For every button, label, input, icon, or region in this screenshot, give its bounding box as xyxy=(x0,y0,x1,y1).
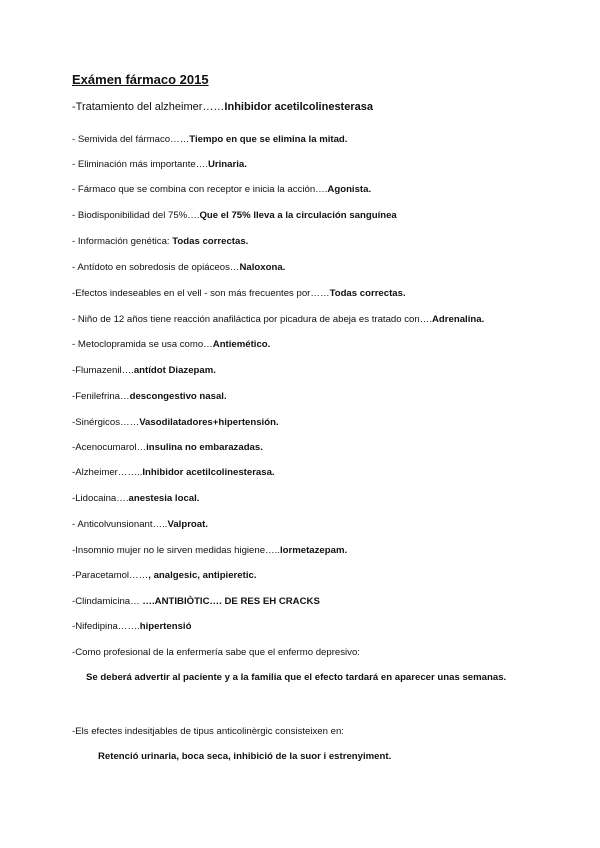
question-item xyxy=(72,519,208,530)
question-text: - Anticolvunsionant….. xyxy=(72,519,168,530)
question-item xyxy=(72,545,347,556)
question-text: - Información genética: xyxy=(72,236,173,247)
question-item xyxy=(72,236,248,247)
question-text: -Fenilefrina… xyxy=(72,391,130,402)
question-text: - Fármaco que se combina con receptor e inicia la acción…. xyxy=(72,184,328,195)
answer-text: ….ANTIBIÒTIC…. DE RES EH CRACKS xyxy=(142,596,320,607)
answer-text: antídot Diazepam. xyxy=(133,365,216,376)
question-item xyxy=(72,314,484,325)
answer-text: Valproat. xyxy=(167,519,208,530)
question-anticolinergic: -Els efectes indesitjables de tipus anticolinèrgic consisteixen en: xyxy=(72,726,344,737)
page-title: Exámen fármaco 2015 xyxy=(72,72,209,87)
question-text: - Antídoto en sobredosis de opiáceos… xyxy=(72,262,240,273)
answer-text: lormetazepam. xyxy=(279,545,348,556)
answer-text: Todas correctas. xyxy=(172,236,249,247)
question-text: -Lidocaina…. xyxy=(72,493,129,504)
question-text: -Flumazenil…. xyxy=(72,365,134,376)
answer-text: Inhibidor acetilcolinesterasa xyxy=(224,101,373,113)
question-item xyxy=(72,262,285,273)
question-item xyxy=(72,442,263,453)
answer-text: Urinaria. xyxy=(207,159,247,170)
question-item xyxy=(72,101,373,113)
answer-text: Naloxona. xyxy=(239,262,286,273)
question-item xyxy=(72,621,191,632)
answer-text: hipertensió xyxy=(139,621,192,632)
question-text: - Eliminación más importante…. xyxy=(72,159,208,170)
question-text: -Clindamicina… xyxy=(72,596,143,607)
question-text: - Niño de 12 años tiene reacción anafiláctica por picadura de abeja es tratado con…. xyxy=(72,314,432,325)
question-item xyxy=(72,493,199,504)
question-text: - Biodisponibilidad del 75%…. xyxy=(72,210,200,221)
question-text: -Sinérgicos…… xyxy=(72,417,140,428)
question-item xyxy=(72,210,397,221)
answer-text: Inhibidor acetilcolinesterasa. xyxy=(142,467,275,478)
answer-text: Adrenalina. xyxy=(432,314,485,325)
answer-text: anestesia local. xyxy=(128,493,200,504)
question-text: -Efectos indeseables en el vell - son más frecuentes por…… xyxy=(72,288,330,299)
question-text: -Alzheimer…….. xyxy=(72,467,143,478)
answer-text: Tiempo en que se elimina la mitad. xyxy=(189,134,348,145)
question-item xyxy=(72,365,216,376)
answer-depresivo: Se deberá advertir al paciente y a la familia que el efecto tardará en aparecer unas semanas. xyxy=(86,672,507,683)
question-item xyxy=(72,184,371,195)
answer-text: Antiemético. xyxy=(212,339,271,350)
question-text: - Semivida del fármaco…… xyxy=(72,134,190,145)
question-text: - Metoclopramida se usa como… xyxy=(72,339,213,350)
answer-text: Que el 75% lleva a la circulación sanguínea xyxy=(199,210,397,221)
question-text: -Tratamiento del alzheimer…… xyxy=(72,101,225,113)
question-text: -Insomnio mujer no le sirven medidas higiene….. xyxy=(72,545,280,556)
question-item xyxy=(72,467,275,478)
question-item xyxy=(72,570,257,581)
answer-text: Agonista. xyxy=(327,184,372,195)
question-item xyxy=(72,134,347,145)
answer-text: Todas correctas. xyxy=(329,288,406,299)
question-item xyxy=(72,391,227,402)
question-item xyxy=(72,288,406,299)
question-item xyxy=(72,417,279,428)
answer-text: Vasodilatadores+hipertensión. xyxy=(139,417,279,428)
answer-text: insulina no embarazadas. xyxy=(146,442,263,453)
answer-anticolinergic: Retenció urinaria, boca seca, inhibició de la suor i estrenyiment. xyxy=(98,751,392,762)
question-item xyxy=(72,596,320,607)
question-depresivo: -Como profesional de la enfermería sabe que el enfermo depresivo: xyxy=(72,647,360,658)
question-text: -Acenocumarol… xyxy=(72,442,147,453)
question-item xyxy=(72,159,247,170)
question-text: -Paracetamol…… xyxy=(72,570,149,581)
question-item xyxy=(72,339,270,350)
answer-text: , analgesic, antipieretic. xyxy=(148,570,257,581)
question-text: -Nifedipina……. xyxy=(72,621,140,632)
answer-text: descongestivo nasal. xyxy=(129,391,227,402)
